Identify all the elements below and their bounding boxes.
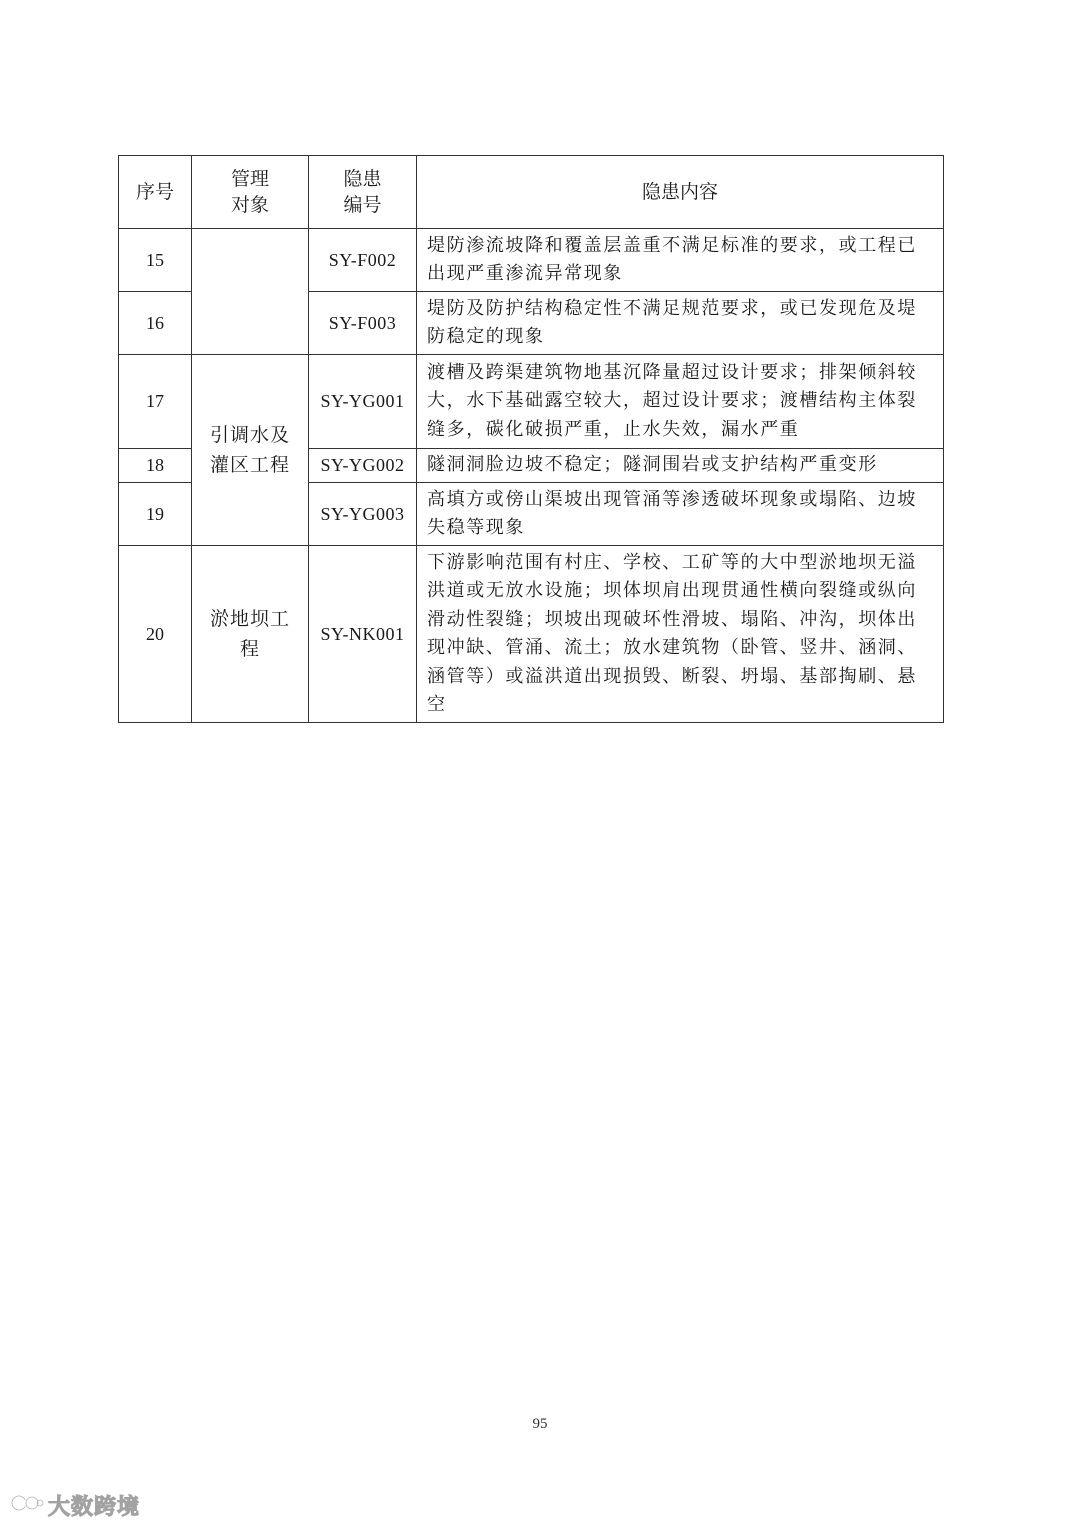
row-seq: 16 [119,292,192,355]
brand-logo-icon [10,1492,44,1520]
row-code: SY-F002 [309,229,417,292]
row-object-irrigation: 引调水及 灌区工程 [192,355,309,546]
row-code: SY-YG003 [309,483,417,546]
row-seq: 18 [119,449,192,483]
row-code: SY-F003 [309,292,417,355]
table-row [119,229,944,292]
row-code: SY-YG001 [309,355,417,449]
row-seq: 20 [119,546,192,723]
hazard-table [118,155,944,723]
header-content: 隐患内容 [417,156,944,229]
row-content: 隧洞洞脸边坡不稳定；隧洞围岩或支护结构严重变形 [417,449,944,483]
table-row [119,355,944,449]
watermark-text: 大数跨境 [48,1495,141,1520]
row-code: SY-YG002 [309,449,417,483]
row-content: 下游影响范围有村庄、学校、工矿等的大中型淤地坝无溢洪道或无放水设施；坝体坝肩出现贯通性横向裂缝或纵向滑动性裂缝；坝坡出现破坏性滑坡、塌陷、冲沟，坝体出现冲缺、管涌、流土；放水建筑物（卧管、竖井、涵洞、涵管等）或溢洪道出现损毁、断裂、坍塌、基部掏刷、悬空 [417,546,944,723]
header-seq: 序号 [119,156,192,229]
watermark [10,1490,140,1521]
table-row [119,546,944,723]
header-object: 管理 对象 [192,156,309,229]
row-content: 渡槽及跨渠建筑物地基沉降量超过设计要求；排架倾斜较大，水下基础露空较大，超过设计要求；渡槽结构主体裂缝多，碳化破损严重，止水失效，漏水严重 [417,355,944,449]
row-seq: 17 [119,355,192,449]
row-seq: 15 [119,229,192,292]
row-object-checkdam: 淤地坝工 程 [192,546,309,723]
row-seq: 19 [119,483,192,546]
row-code: SY-NK001 [309,546,417,723]
table-header-row [119,156,944,229]
row-content: 堤防及防护结构稳定性不满足规范要求，或已发现危及堤防稳定的现象 [417,292,944,355]
row-object-empty [192,229,309,355]
header-code: 隐患 编号 [309,156,417,229]
row-content: 高填方或傍山渠坡出现管涌等渗透破坏现象或塌陷、边坡失稳等现象 [417,483,944,546]
page-number: 95 [532,1416,548,1432]
row-content: 堤防渗流坡降和覆盖层盖重不满足标准的要求，或工程已出现严重渗流异常现象 [417,229,944,292]
